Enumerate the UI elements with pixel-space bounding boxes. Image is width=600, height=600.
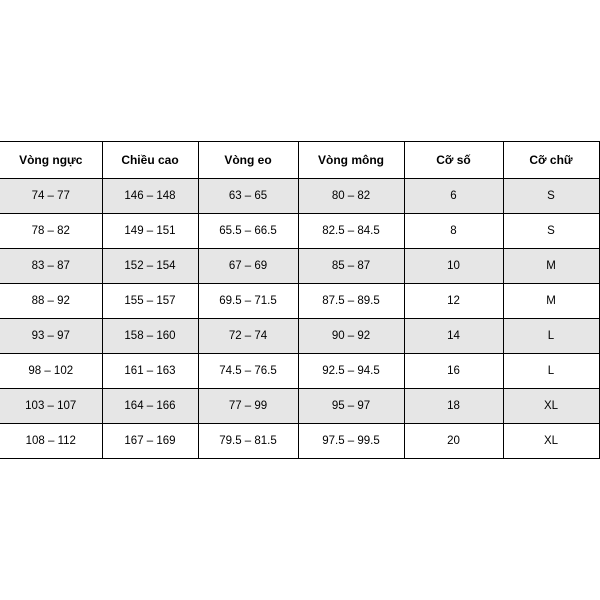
cell-number-size: 8 xyxy=(404,214,503,249)
size-chart-table xyxy=(0,141,600,459)
table-row xyxy=(0,424,599,459)
table-header-row xyxy=(0,142,599,179)
cell-waist: 69.5 – 71.5 xyxy=(198,284,298,319)
cell-hip: 82.5 – 84.5 xyxy=(298,214,404,249)
cell-letter-size: XL xyxy=(503,389,599,424)
cell-hip: 80 – 82 xyxy=(298,179,404,214)
header-number-size: Cỡ số xyxy=(404,142,503,179)
cell-waist: 65.5 – 66.5 xyxy=(198,214,298,249)
cell-height: 155 – 157 xyxy=(102,284,198,319)
cell-hip: 90 – 92 xyxy=(298,319,404,354)
cell-number-size: 18 xyxy=(404,389,503,424)
cell-chest: 103 – 107 xyxy=(0,389,102,424)
cell-height: 149 – 151 xyxy=(102,214,198,249)
cell-hip: 97.5 – 99.5 xyxy=(298,424,404,459)
cell-waist: 67 – 69 xyxy=(198,249,298,284)
header-height: Chiều cao xyxy=(102,142,198,179)
cell-number-size: 12 xyxy=(404,284,503,319)
cell-height: 146 – 148 xyxy=(102,179,198,214)
header-waist: Vòng eo xyxy=(198,142,298,179)
cell-hip: 87.5 – 89.5 xyxy=(298,284,404,319)
cell-hip: 85 – 87 xyxy=(298,249,404,284)
cell-number-size: 6 xyxy=(404,179,503,214)
cell-chest: 88 – 92 xyxy=(0,284,102,319)
cell-letter-size: L xyxy=(503,354,599,389)
cell-height: 152 – 154 xyxy=(102,249,198,284)
cell-number-size: 20 xyxy=(404,424,503,459)
cell-height: 164 – 166 xyxy=(102,389,198,424)
cell-letter-size: M xyxy=(503,284,599,319)
cell-chest: 108 – 112 xyxy=(0,424,102,459)
cell-letter-size: S xyxy=(503,214,599,249)
cell-waist: 72 – 74 xyxy=(198,319,298,354)
cell-chest: 98 – 102 xyxy=(0,354,102,389)
cell-chest: 74 – 77 xyxy=(0,179,102,214)
cell-number-size: 14 xyxy=(404,319,503,354)
cell-height: 167 – 169 xyxy=(102,424,198,459)
header-hip: Vòng mông xyxy=(298,142,404,179)
header-chest: Vòng ngực xyxy=(0,142,102,179)
table-row xyxy=(0,179,599,214)
cell-chest: 83 – 87 xyxy=(0,249,102,284)
table-row xyxy=(0,389,599,424)
cell-waist: 79.5 – 81.5 xyxy=(198,424,298,459)
table-row xyxy=(0,354,599,389)
cell-hip: 95 – 97 xyxy=(298,389,404,424)
cell-hip: 92.5 – 94.5 xyxy=(298,354,404,389)
cell-height: 161 – 163 xyxy=(102,354,198,389)
cell-number-size: 10 xyxy=(404,249,503,284)
table-row xyxy=(0,284,599,319)
cell-waist: 77 – 99 xyxy=(198,389,298,424)
table-row xyxy=(0,214,599,249)
cell-chest: 78 – 82 xyxy=(0,214,102,249)
cell-height: 158 – 160 xyxy=(102,319,198,354)
cell-waist: 63 – 65 xyxy=(198,179,298,214)
header-letter-size: Cỡ chữ xyxy=(503,142,599,179)
cell-letter-size: M xyxy=(503,249,599,284)
cell-number-size: 16 xyxy=(404,354,503,389)
cell-chest: 93 – 97 xyxy=(0,319,102,354)
table-row xyxy=(0,249,599,284)
cell-letter-size: S xyxy=(503,179,599,214)
table-row xyxy=(0,319,599,354)
cell-letter-size: XL xyxy=(503,424,599,459)
cell-waist: 74.5 – 76.5 xyxy=(198,354,298,389)
cell-letter-size: L xyxy=(503,319,599,354)
